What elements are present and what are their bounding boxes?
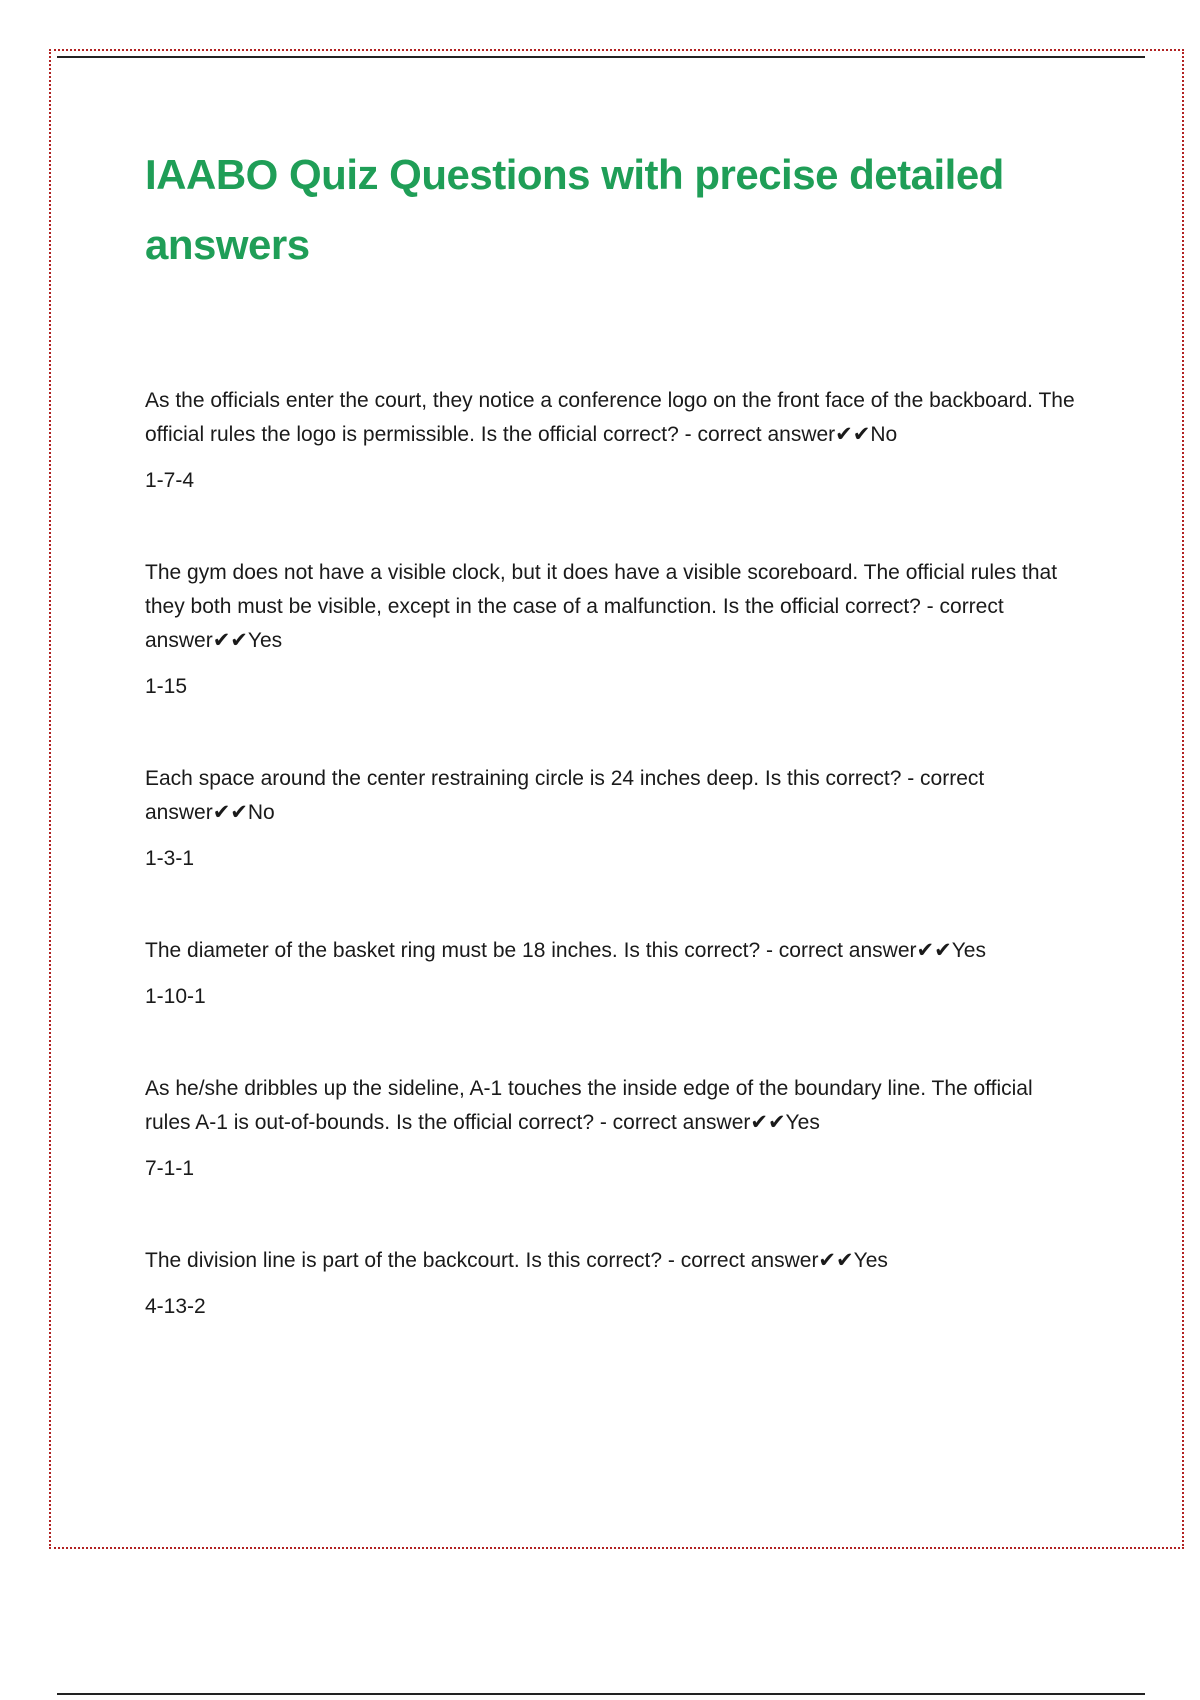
document-body — [145, 140, 1075, 1382]
rule-reference: 1-10-1 — [145, 985, 206, 1008]
rule-reference: 1-3-1 — [145, 847, 195, 870]
rule-reference: 1-7-4 — [145, 469, 195, 492]
qa-item — [145, 762, 1075, 876]
question-text: As he/she dribbles up the sideline, A-1 touches the inside edge of the boundary line. The official rules A-1 is out-of-bounds. Is the official correct? - correct answer✔✔Yes — [145, 1077, 1033, 1134]
question-text: Each space around the center restraining circle is 24 inches deep. Is this correct? - correct answer✔✔No — [145, 767, 985, 824]
rule-reference: 7-1-1 — [145, 1157, 195, 1180]
header-rule — [57, 56, 1145, 58]
qa-item — [145, 1072, 1075, 1186]
footer-rule — [57, 1693, 1145, 1695]
qa-item — [145, 1244, 1075, 1324]
qa-item — [145, 556, 1075, 704]
question-text: As the officials enter the court, they notice a conference logo on the front face of the backboard. The official rules the logo is permissible. Is the official correct? - correct answer✔✔No — [145, 389, 1075, 446]
rule-reference: 1-15 — [145, 675, 188, 698]
question-text: The diameter of the basket ring must be 18 inches. Is this correct? - correct answer✔✔Yes — [145, 939, 986, 962]
qa-item — [145, 934, 1075, 1014]
document-title: IAABO Quiz Questions with precise detailed answers — [145, 151, 1004, 268]
qa-item — [145, 384, 1075, 498]
question-text: The gym does not have a visible clock, but it does have a visible scoreboard. The official rules that they both must be visible, except in the case of a malfunction. Is the official correct? - correct answer✔✔Yes — [145, 561, 1058, 652]
rule-reference: 4-13-2 — [145, 1295, 206, 1318]
question-text: The division line is part of the backcourt. Is this correct? - correct answer✔✔Yes — [145, 1249, 888, 1272]
